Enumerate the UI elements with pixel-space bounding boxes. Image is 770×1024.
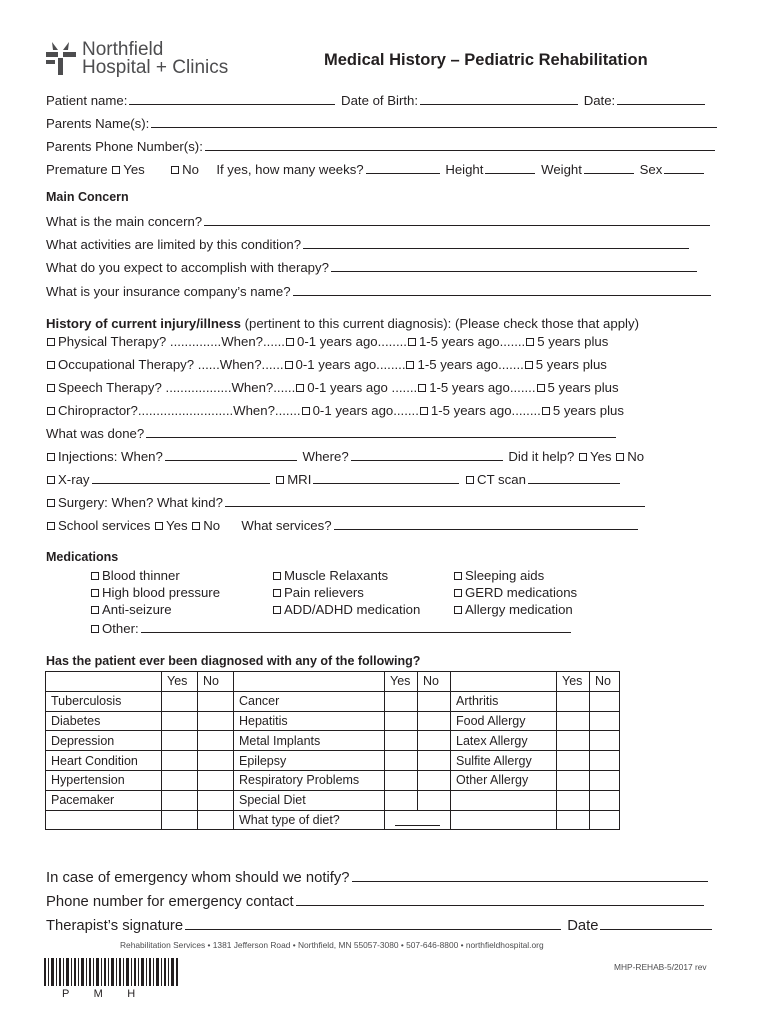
diagnosis-condition: Diabetes xyxy=(46,711,162,731)
what-done-row xyxy=(46,425,618,441)
history-0-1-checkbox[interactable] xyxy=(286,338,294,346)
signature-row xyxy=(46,916,714,934)
premature-no-checkbox[interactable] xyxy=(171,166,179,174)
history-1-5-label: 1-5 years ago....... xyxy=(429,380,536,395)
diagnosis-yes-cell[interactable] xyxy=(557,731,590,751)
diagnosis-condition xyxy=(46,810,162,830)
parents-name-row xyxy=(46,115,719,131)
diagnosis-header-blank xyxy=(234,672,385,692)
parents-phone-row xyxy=(46,138,717,154)
ct-field[interactable] xyxy=(528,471,620,484)
weeks-label: If yes, how many weeks? xyxy=(216,162,364,177)
medication-checkbox[interactable] xyxy=(454,572,462,580)
history-5-plus-label: 5 years plus xyxy=(552,403,624,418)
diagnosis-condition: What type of diet? xyxy=(234,810,385,830)
medication-checkbox[interactable] xyxy=(273,572,281,580)
date-label: Date: xyxy=(583,93,616,108)
school-no-checkbox[interactable] xyxy=(192,522,200,530)
history-5-plus-checkbox[interactable] xyxy=(526,338,534,346)
diagnosis-heading: Has the patient ever been diagnosed with any of the following? xyxy=(46,654,421,668)
history-5-plus-label: 5 years plus xyxy=(537,334,609,349)
diagnosis-no-header: No xyxy=(418,672,451,692)
history-type-checkbox[interactable] xyxy=(47,384,55,392)
main-concern-q3-row xyxy=(46,259,699,275)
medication-checkbox[interactable] xyxy=(273,606,281,614)
what-services-label: What services? xyxy=(241,518,332,533)
xray-field[interactable] xyxy=(92,471,270,484)
history-type-label: Chiropractor?..........................When?....... xyxy=(58,403,301,418)
xray-checkbox[interactable] xyxy=(47,476,55,484)
history-1-5-checkbox[interactable] xyxy=(406,361,414,369)
signature-field[interactable] xyxy=(185,916,561,930)
table-row xyxy=(46,711,620,731)
diagnosis-header-blank xyxy=(451,672,557,692)
table-row xyxy=(46,810,620,830)
diagnosis-yes-cell[interactable] xyxy=(557,770,590,790)
diagnosis-no-cell[interactable] xyxy=(418,691,451,711)
history-1-5-label: 1-5 years ago....... xyxy=(417,357,524,372)
med-other-field[interactable] xyxy=(141,620,571,633)
diagnosis-no-cell[interactable] xyxy=(418,711,451,731)
diagnosis-yes-cell[interactable] xyxy=(162,810,198,830)
what-done-label: What was done? xyxy=(46,426,145,441)
medication-item xyxy=(272,602,420,617)
diagnosis-no-cell[interactable] xyxy=(418,790,451,810)
barcode-text: P M H xyxy=(62,988,136,1000)
parents-phone-field[interactable] xyxy=(205,138,715,151)
diagnosis-condition xyxy=(451,810,557,830)
diagnosis-yes-cell[interactable] xyxy=(385,770,418,790)
medication-checkbox[interactable] xyxy=(91,589,99,597)
medication-checkbox[interactable] xyxy=(454,606,462,614)
history-type-checkbox[interactable] xyxy=(47,361,55,369)
history-0-1-checkbox[interactable] xyxy=(285,361,293,369)
premature-yes-checkbox[interactable] xyxy=(112,166,120,174)
main-concern-q1-label: What is the main concern? xyxy=(46,214,203,229)
injections-where-label: Where? xyxy=(302,449,349,464)
diagnosis-no-cell[interactable] xyxy=(198,711,234,731)
history-5-plus-checkbox[interactable] xyxy=(537,384,545,392)
diagnosis-condition: Sulfite Allergy xyxy=(451,751,557,771)
dob-label: Date of Birth: xyxy=(341,93,419,108)
history-type-label: Physical Therapy? ..............When?...... xyxy=(58,334,285,349)
surgery-row xyxy=(46,494,647,510)
surgery-field[interactable] xyxy=(225,494,645,507)
parents-name-label: Parents Name(s): xyxy=(46,116,150,131)
diagnosis-condition: Arthritis xyxy=(451,691,557,711)
medication-label: Pain relievers xyxy=(284,585,364,600)
diagnosis-no-cell[interactable] xyxy=(198,751,234,771)
ct-label: CT scan xyxy=(477,472,526,487)
diagnosis-yes-cell[interactable] xyxy=(162,770,198,790)
did-help-label: Did it help? xyxy=(508,449,575,464)
emergency-phone-field[interactable] xyxy=(296,892,704,906)
injections-checkbox[interactable] xyxy=(47,453,55,461)
premature-row xyxy=(46,161,706,177)
barcode-icon xyxy=(44,958,178,986)
diagnosis-yes-cell[interactable] xyxy=(162,790,198,810)
diagnosis-no-cell[interactable] xyxy=(590,770,620,790)
insurance-field[interactable] xyxy=(293,283,711,296)
diagnosis-condition: Special Diet xyxy=(234,790,385,810)
ct-checkbox[interactable] xyxy=(466,476,474,484)
medication-item xyxy=(453,585,577,600)
med-other-checkbox[interactable] xyxy=(91,625,99,633)
school-no-label: No xyxy=(203,518,221,533)
history-heading xyxy=(46,316,639,331)
diagnosis-no-cell[interactable] xyxy=(590,731,620,751)
diet-type-field[interactable] xyxy=(385,810,451,830)
dob-field[interactable] xyxy=(420,92,578,105)
diagnosis-condition: Depression xyxy=(46,731,162,751)
height-field[interactable] xyxy=(485,161,535,174)
diagnosis-no-cell[interactable] xyxy=(590,790,620,810)
history-row xyxy=(46,334,608,349)
diagnosis-header-row xyxy=(46,672,620,692)
mri-field[interactable] xyxy=(313,471,459,484)
history-row xyxy=(46,403,624,418)
table-row xyxy=(46,691,620,711)
history-0-1-label: 0-1 years ago........ xyxy=(296,334,407,349)
height-label: Height xyxy=(445,162,484,177)
main-concern-q4-row xyxy=(46,283,713,299)
medication-label: ADD/ADHD medication xyxy=(284,602,421,617)
school-yes-label: Yes xyxy=(166,518,188,533)
emergency-phone-label: Phone number for emergency contact xyxy=(46,894,294,910)
what-services-field[interactable] xyxy=(334,517,638,530)
barcode xyxy=(44,958,178,1000)
emergency-phone-row xyxy=(46,892,706,910)
diagnosis-yes-cell[interactable] xyxy=(162,751,198,771)
logo-line1: Northfield xyxy=(82,39,164,60)
history-0-1-checkbox[interactable] xyxy=(302,407,310,415)
diagnosis-condition: Heart Condition xyxy=(46,751,162,771)
history-type-label: Speech Therapy? ..................When?...... xyxy=(58,380,296,395)
premature-no-label: No xyxy=(182,162,199,177)
school-checkbox[interactable] xyxy=(47,522,55,530)
diagnosis-yes-cell[interactable] xyxy=(557,691,590,711)
diagnosis-condition xyxy=(451,790,557,810)
medication-item xyxy=(453,602,573,617)
injections-row xyxy=(46,448,644,464)
main-concern-q1-row xyxy=(46,213,712,229)
history-heading-note: (pertinent to this current diagnosis): (Please check those that apply) xyxy=(244,316,639,331)
medication-checkbox[interactable] xyxy=(91,572,99,580)
patient-name-row xyxy=(46,92,707,108)
history-row xyxy=(46,357,607,372)
diagnosis-condition: Pacemaker xyxy=(46,790,162,810)
table-row xyxy=(46,751,620,771)
history-5-plus-label: 5 years plus xyxy=(535,357,607,372)
signature-date-label: Date xyxy=(567,918,599,934)
medication-item xyxy=(90,568,180,583)
diagnosis-no-cell[interactable] xyxy=(198,691,234,711)
medication-label: GERD medications xyxy=(465,585,578,600)
diagnosis-no-cell[interactable] xyxy=(418,751,451,771)
emergency-notify-row xyxy=(46,868,710,886)
emergency-notify-label: In case of emergency whom should we notify? xyxy=(46,870,350,886)
premature-yes-label: Yes xyxy=(123,162,145,177)
history-5-plus-checkbox[interactable] xyxy=(525,361,533,369)
limited-activities-field[interactable] xyxy=(303,236,689,249)
diagnosis-no-cell[interactable] xyxy=(590,810,620,830)
medication-checkbox[interactable] xyxy=(273,589,281,597)
history-1-5-checkbox[interactable] xyxy=(418,384,426,392)
signature-date-field[interactable] xyxy=(600,916,712,930)
med-other-label: Other: xyxy=(102,621,139,636)
main-concern-q2-label: What activities are limited by this condition? xyxy=(46,237,302,252)
medication-checkbox[interactable] xyxy=(454,589,462,597)
diagnosis-no-cell[interactable] xyxy=(590,691,620,711)
diagnosis-no-cell[interactable] xyxy=(590,751,620,771)
parents-name-field[interactable] xyxy=(151,115,717,128)
injections-label: Injections: When? xyxy=(58,449,163,464)
history-5-plus-label: 5 years plus xyxy=(547,380,619,395)
main-concern-q3-label: What do you expect to accomplish with therapy? xyxy=(46,260,329,275)
diagnosis-condition: Food Allergy xyxy=(451,711,557,731)
history-1-5-label: 1-5 years ago........ xyxy=(430,403,541,418)
surgery-label: Surgery: When? What kind? xyxy=(58,495,223,510)
diagnosis-header-blank xyxy=(46,672,162,692)
diagnosis-yes-header: Yes xyxy=(557,672,590,692)
diagnosis-yes-cell[interactable] xyxy=(557,790,590,810)
signature-label: Therapist’s signature xyxy=(46,918,184,934)
diagnosis-no-cell[interactable] xyxy=(198,810,234,830)
diagnosis-no-cell[interactable] xyxy=(418,731,451,751)
medication-checkbox[interactable] xyxy=(91,606,99,614)
history-heading-title: History of current injury/illness xyxy=(46,316,241,331)
diagnosis-no-cell[interactable] xyxy=(198,770,234,790)
med-other-row xyxy=(90,620,573,636)
logo-line2: Hospital + Clinics xyxy=(82,57,229,78)
diagnosis-condition: Other Allergy xyxy=(451,770,557,790)
diagnosis-condition: Epilepsy xyxy=(234,751,385,771)
injections-where-field[interactable] xyxy=(351,448,503,461)
footer-address: Rehabilitation Services • 1381 Jefferson Road • Northfield, MN 55057-3080 • 507-646-8800 • northfieldhospital.org xyxy=(120,940,544,950)
diagnosis-yes-cell[interactable] xyxy=(557,711,590,731)
history-0-1-checkbox[interactable] xyxy=(296,384,304,392)
diagnosis-condition: Latex Allergy xyxy=(451,731,557,751)
patient-name-field[interactable] xyxy=(129,92,335,105)
injections-when-field[interactable] xyxy=(165,448,297,461)
diagnosis-yes-cell[interactable] xyxy=(557,751,590,771)
diagnosis-yes-cell[interactable] xyxy=(385,790,418,810)
main-concern-q4-label: What is your insurance company’s name? xyxy=(46,284,291,299)
diagnosis-yes-header: Yes xyxy=(385,672,418,692)
xray-label: X-ray xyxy=(58,472,90,487)
school-yes-checkbox[interactable] xyxy=(155,522,163,530)
history-type-checkbox[interactable] xyxy=(47,338,55,346)
weeks-field[interactable] xyxy=(366,161,440,174)
diagnosis-condition: Cancer xyxy=(234,691,385,711)
medication-item xyxy=(453,568,544,583)
therapy-expectations-field[interactable] xyxy=(331,259,697,272)
imaging-row xyxy=(46,471,622,487)
diagnosis-condition: Respiratory Problems xyxy=(234,770,385,790)
diagnosis-yes-cell[interactable] xyxy=(385,691,418,711)
medication-label: Sleeping aids xyxy=(465,568,545,583)
diagnosis-no-header: No xyxy=(590,672,620,692)
history-0-1-label: 0-1 years ago ....... xyxy=(307,380,418,395)
date-field[interactable] xyxy=(617,92,705,105)
table-row xyxy=(46,790,620,810)
diagnosis-yes-header: Yes xyxy=(162,672,198,692)
medication-label: Anti-seizure xyxy=(102,602,172,617)
main-concern-q2-row xyxy=(46,236,691,252)
did-help-yes-checkbox[interactable] xyxy=(579,453,587,461)
history-type-label: Occupational Therapy? ......When?...... xyxy=(58,357,284,372)
history-type-checkbox[interactable] xyxy=(47,407,55,415)
what-done-field[interactable] xyxy=(146,425,616,438)
diagnosis-condition: Hypertension xyxy=(46,770,162,790)
diagnosis-yes-cell[interactable] xyxy=(385,751,418,771)
diagnosis-no-cell[interactable] xyxy=(418,770,451,790)
medication-label: High blood pressure xyxy=(102,585,221,600)
medication-label: Muscle Relaxants xyxy=(284,568,389,583)
medication-label: Blood thinner xyxy=(102,568,180,583)
medication-item xyxy=(272,585,364,600)
medication-item xyxy=(90,602,172,617)
history-1-5-label: 1-5 years ago....... xyxy=(418,334,526,349)
hospital-logo-icon xyxy=(44,40,78,76)
form-title: Medical History – Pediatric Rehabilitation xyxy=(324,51,648,69)
medications-heading: Medications xyxy=(46,550,119,564)
medication-label: Allergy medication xyxy=(465,602,573,617)
weight-field[interactable] xyxy=(584,161,634,174)
history-1-5-checkbox[interactable] xyxy=(420,407,428,415)
diagnosis-yes-cell[interactable] xyxy=(557,810,590,830)
mri-checkbox[interactable] xyxy=(276,476,284,484)
medication-item xyxy=(272,568,388,583)
diagnosis-yes-cell[interactable] xyxy=(162,711,198,731)
form-code: MHP-REHAB-5/2017 rev xyxy=(614,962,707,972)
did-help-yes-label: Yes xyxy=(590,449,612,464)
history-5-plus-checkbox[interactable] xyxy=(542,407,550,415)
diagnosis-no-header: No xyxy=(198,672,234,692)
diagnosis-yes-cell[interactable] xyxy=(385,711,418,731)
history-0-1-label: 0-1 years ago....... xyxy=(312,403,419,418)
table-row xyxy=(46,770,620,790)
mri-label: MRI xyxy=(287,472,312,487)
did-help-no-label: No xyxy=(627,449,645,464)
premature-label: Premature xyxy=(46,162,108,177)
diagnosis-yes-cell[interactable] xyxy=(385,731,418,751)
diagnosis-table xyxy=(45,671,620,830)
sex-field[interactable] xyxy=(664,161,704,174)
diagnosis-yes-cell[interactable] xyxy=(162,691,198,711)
main-concern-field[interactable] xyxy=(204,213,710,226)
diagnosis-yes-cell[interactable] xyxy=(162,731,198,751)
medication-item xyxy=(90,585,220,600)
did-help-no-checkbox[interactable] xyxy=(616,453,624,461)
school-label: School services xyxy=(58,518,151,533)
diagnosis-no-cell[interactable] xyxy=(590,711,620,731)
diagnosis-condition: Metal Implants xyxy=(234,731,385,751)
emergency-notify-field[interactable] xyxy=(352,868,708,882)
surgery-checkbox[interactable] xyxy=(47,499,55,507)
history-1-5-checkbox[interactable] xyxy=(408,338,416,346)
weight-label: Weight xyxy=(541,162,582,177)
school-row xyxy=(46,517,640,533)
main-concern-heading: Main Concern xyxy=(46,190,129,204)
sex-label: Sex xyxy=(639,162,663,177)
diagnosis-no-cell[interactable] xyxy=(198,731,234,751)
history-row xyxy=(46,380,619,395)
diagnosis-condition: Tuberculosis xyxy=(46,691,162,711)
diagnosis-no-cell[interactable] xyxy=(198,790,234,810)
patient-name-label: Patient name: xyxy=(46,93,128,108)
diagnosis-condition: Hepatitis xyxy=(234,711,385,731)
table-row xyxy=(46,731,620,751)
parents-phone-label: Parents Phone Number(s): xyxy=(46,139,203,154)
history-0-1-label: 0-1 years ago........ xyxy=(295,357,406,372)
